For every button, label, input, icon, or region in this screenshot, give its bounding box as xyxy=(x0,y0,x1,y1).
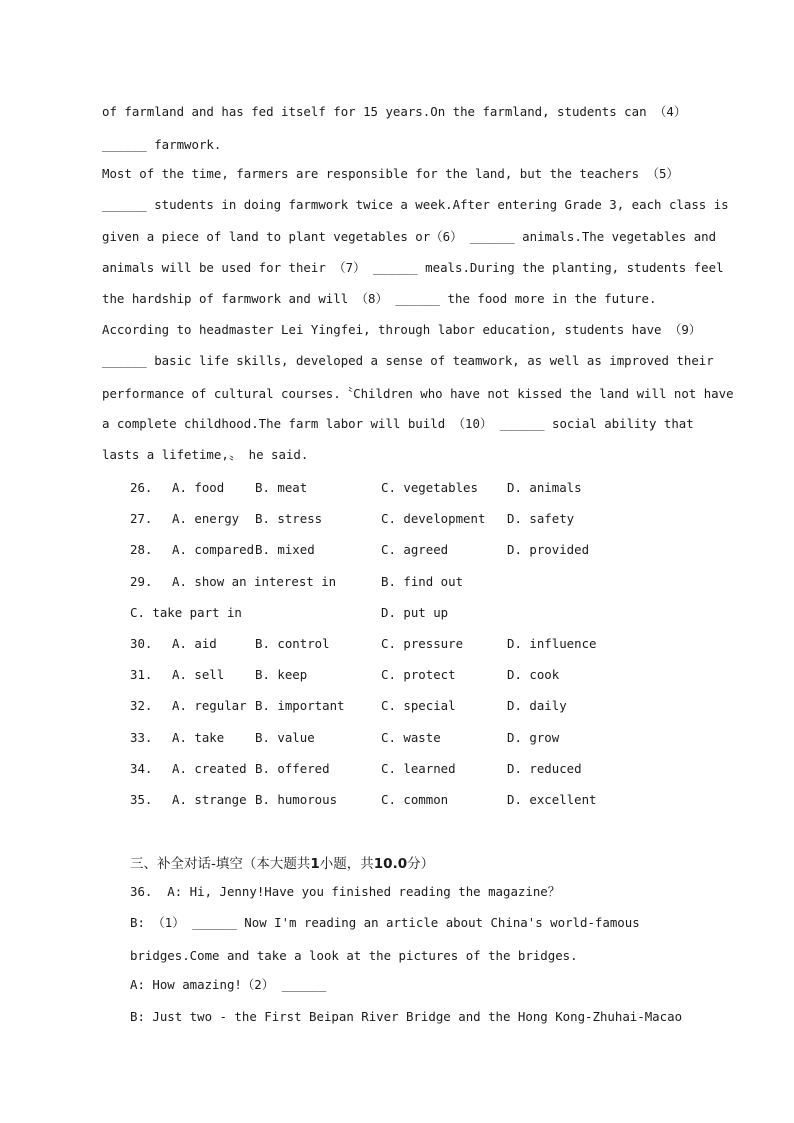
option-d: D. grow xyxy=(507,730,560,745)
option-c: C. development xyxy=(381,511,486,526)
passage-line: ______ students in doing farmwork twice a week.After entering Grade 3, each class is xyxy=(102,197,729,212)
passage-line: of farmland and has fed itself for 15 years.On the farmland, students can （4） xyxy=(102,104,687,119)
passage-line: ______ basic life skills, developed a sense of teamwork, as well as improved their xyxy=(102,353,714,368)
option-c: C. special xyxy=(381,698,456,713)
passage-line: According to headmaster Lei Yingfei, through labor education, students have （9） xyxy=(102,322,702,337)
option-a: A. show an interest in xyxy=(172,574,337,589)
option-a: A. energy xyxy=(172,511,240,526)
option-d: D. daily xyxy=(507,698,567,713)
question-number: 33. xyxy=(130,730,153,745)
passage-line: performance of cultural courses.〝Children who have not kissed the land will not have xyxy=(102,386,734,401)
option-d: D. influence xyxy=(507,636,597,651)
dialogue-line: bridges.Come and take a look at the pictures of the bridges. xyxy=(130,948,578,963)
option-b: B. important xyxy=(255,698,345,713)
passage-line: ______ farmwork. xyxy=(102,137,222,152)
option-a: A. strange xyxy=(172,792,247,807)
option-b: B. keep xyxy=(255,667,308,682)
passage-line: the hardship of farmwork and will （8） ______ the food more in the future. xyxy=(102,291,657,306)
question-number: 30. xyxy=(130,636,153,651)
section-heading-prefix: 三、补全对话-填空（本大题共 xyxy=(130,856,311,872)
option-c: D. put up xyxy=(381,605,449,620)
passage-line: Most of the time, farmers are responsible for the land, but the teachers （5） xyxy=(102,166,679,181)
option-b: B. meat xyxy=(255,480,308,495)
option-b: B. stress xyxy=(255,511,323,526)
option-a: A. created xyxy=(172,761,247,776)
passage-line: animals will be used for their （7） ______ meals.During the planting, students feel xyxy=(102,260,724,275)
option-c: C. learned xyxy=(381,761,456,776)
option-b: B. offered xyxy=(255,761,330,776)
option-b: B. humorous xyxy=(255,792,338,807)
option-a: A. compared xyxy=(172,542,255,557)
question-number: 31. xyxy=(130,667,153,682)
option-a: A. aid xyxy=(172,636,217,651)
option-d: D. excellent xyxy=(507,792,597,807)
question-number: 26. xyxy=(130,480,153,495)
option-a: A. take xyxy=(172,730,225,745)
dialogue-line: 36. A: Hi, Jenny!Have you finished reading the magazine？ xyxy=(130,884,561,899)
option-d: D. cook xyxy=(507,667,560,682)
passage-line: a complete childhood.The farm labor will build （10） ______ social ability that xyxy=(102,416,694,431)
option-d: D. animals xyxy=(507,480,582,495)
option-b: B. control xyxy=(255,636,330,651)
passage-line: lasts a lifetime,〟 he said. xyxy=(102,447,309,462)
question-number: 28. xyxy=(130,542,153,557)
section-heading xyxy=(130,852,434,872)
option-c: C. waste xyxy=(381,730,441,745)
option-c: C. agreed xyxy=(381,542,449,557)
option-a: A. regular xyxy=(172,698,247,713)
option-c: C. protect xyxy=(381,667,456,682)
question-number: 27. xyxy=(130,511,153,526)
option-d: D. reduced xyxy=(507,761,582,776)
passage-line: given a piece of land to plant vegetables or（6） ______ animals.The vegetables and xyxy=(102,229,717,244)
section-score: 10.0 xyxy=(373,856,408,872)
option-a: A. food xyxy=(172,480,225,495)
option-c: B. find out xyxy=(381,574,464,589)
section-heading-suffix: 分） xyxy=(407,856,435,872)
dialogue-line: A: How amazing!（2） ______ xyxy=(130,977,327,992)
option-d: D. safety xyxy=(507,511,575,526)
question-number: 29. xyxy=(130,574,153,589)
dialogue-line: B: （1） ______ Now I'm reading an article about China's world-famous xyxy=(130,915,640,930)
question-number: 35. xyxy=(130,792,153,807)
question-number: 32. xyxy=(130,698,153,713)
option-d: D. provided xyxy=(507,542,590,557)
section-heading-mid: 小题，共 xyxy=(319,856,374,872)
question-count: 1 xyxy=(310,856,320,872)
option-a: A. sell xyxy=(172,667,225,682)
option-b: B. value xyxy=(255,730,315,745)
option-c: C. vegetables xyxy=(381,480,478,495)
option-b: B. mixed xyxy=(255,542,315,557)
dialogue-line: B: Just two - the First Beipan River Bridge and the Hong Kong-Zhuhai-Macao xyxy=(130,1009,683,1024)
option-c: C. pressure xyxy=(381,636,464,651)
option-c: C. common xyxy=(381,792,449,807)
option-c: C. take part in xyxy=(130,605,242,620)
question-number: 34. xyxy=(130,761,153,776)
